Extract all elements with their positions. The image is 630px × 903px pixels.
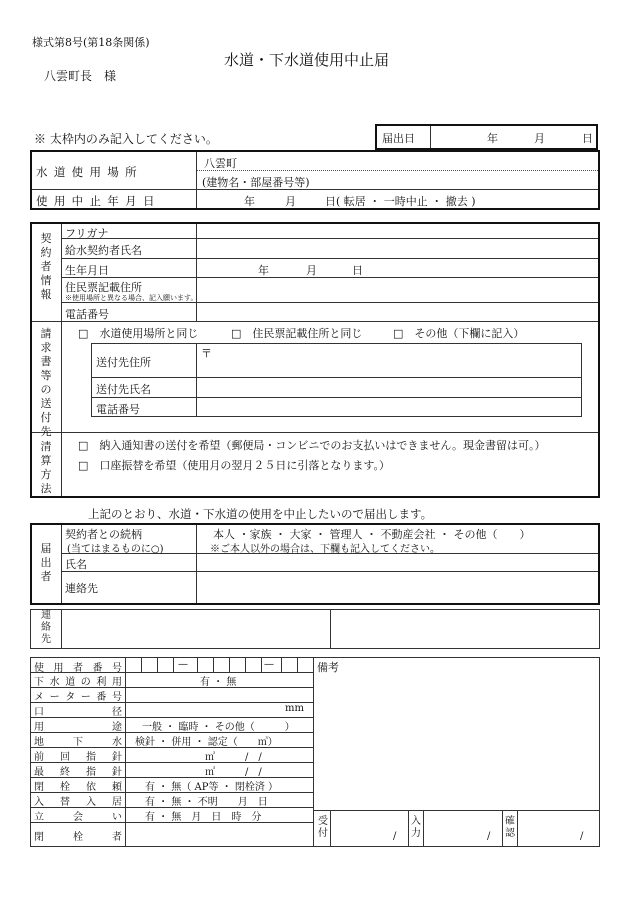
statement-text: 上記のとおり、水道・下水道の使用を中止したいので届出します。 [88,507,433,521]
filer-side-label: 届出者 [40,542,52,583]
usage-location-label: 水道使用場所 [36,165,143,179]
birth-day-label: 日 [352,264,363,277]
confirm-stamp-label: 確認 [505,816,515,839]
contact-box [30,609,600,649]
input-stamp-label: 入力 [411,816,421,839]
filing-year-label: 年 [487,132,498,145]
furigana-label: フリガナ [65,227,109,240]
settlement-option-debit[interactable]: □ 口座振替を希望（使用月の翌月２５日に引落となります。） [78,459,391,472]
contact-side-label: 連絡先 [41,610,51,645]
office-row-label: 使 用 者 番 号 [34,663,122,674]
office-row-value[interactable]: ㎥ / / [205,767,262,778]
billing-phone-label: 電話番号 [96,403,140,416]
contractor-phone-label: 電話番号 [65,308,109,321]
billing-option-same-address[interactable]: □ 住民票記載住所と同じ [231,327,363,340]
address-label: 住民票記載住所 [65,281,142,294]
reception-slash: / [393,831,397,842]
filing-date-label: 届出日 [382,132,415,145]
office-row-label: 口 径 [34,707,122,718]
office-row-value[interactable]: 検針 ・ 併用 ・ 認定（ ㎥） [135,737,278,748]
input-slash: / [487,831,491,842]
stop-date-label: 使用中止年月日 [36,194,161,208]
page-title: 水道・下水道使用中止届 [224,51,390,69]
relation-options[interactable]: 本人 ・家族 ・ 大家 ・ 管理人 ・ 不動産会社 ・ その他（ ） [213,528,531,541]
filing-day-label: 日 [582,132,593,145]
birthdate-label: 生年月日 [65,264,109,277]
stop-month-label: 月 [285,195,296,208]
office-row-label: 閉 栓 者 [34,832,122,843]
filer-contact-label: 連絡先 [65,582,98,595]
relation-note: (当てはまるものに○) [67,544,164,555]
stop-year-label: 年 [244,195,255,208]
office-row-label: 用 途 [34,722,122,733]
remarks-label: 備考 [317,661,339,674]
settlement-option-invoice[interactable]: □ 納入通知書の送付を希望（郵便局・コンビニでのお支払いはできません。現金書留は可。） [78,439,546,452]
office-row-label: メ ー タ ー 番 号 [34,692,122,703]
relation-sub-note: ※ご本人以外の場合は、下欄も記入してください。 [210,544,440,555]
office-row-label: 最 終 指 針 [34,767,122,778]
billing-detail-table [91,343,582,417]
birth-month-label: 月 [306,264,317,277]
settlement-side-label: 清算方法 [40,440,52,495]
office-row-value[interactable]: 有 ・ 無 ・ 不明 月 日 [145,797,268,808]
stop-reason-options[interactable]: 日( 転居 ・ 一時中止 ・ 撤去 ) [325,195,476,208]
usage-location-value[interactable]: 八雲町 [204,157,237,170]
office-row-value[interactable]: 有 ・ 無 月 日 時 分 [145,812,262,823]
addressee: 八雲町長 様 [44,69,117,83]
instruction-note: ※ 太枠内のみ記入してください。 [34,132,218,146]
contractor-side-label: 契約者情報 [40,232,52,301]
billing-name-label: 送付先氏名 [96,383,151,396]
office-row-value[interactable]: 有 ・ 無 [200,677,237,688]
user-number-dash-2: — [264,659,274,670]
billing-option-same-location[interactable]: □ 水道使用場所と同じ [78,327,199,340]
office-row-value[interactable]: mm [285,703,304,714]
building-note: (建物名・部屋番号等) [202,176,310,189]
confirm-slash: / [580,831,584,842]
office-row-value[interactable]: 一般 ・ 臨時 ・ その他（ ） [142,722,295,733]
office-row-value[interactable]: ㎥ / / [205,752,262,763]
contractor-name-label: 給水契約者氏名 [65,244,142,257]
relation-label: 契約者との続柄 [65,528,142,541]
office-row-label: 下 水 道 の 利 用 [34,677,122,688]
billing-side-label: 請求書等の送付先 [40,327,52,438]
office-row-label: 立 会 い [34,812,122,823]
office-row-value[interactable]: 有 ・ 無（ AP等 ・ 閉栓済 ） [145,782,279,793]
address-note: ※使用場所と異なる場合、記入願います。 [65,294,198,302]
filing-month-label: 月 [534,132,545,145]
postal-mark: 〒 [201,347,212,360]
office-row-label: 入 替 入 居 [34,797,122,808]
reception-stamp-label: 受付 [318,816,328,839]
birth-year-label: 年 [258,264,269,277]
office-row-label: 地 下 水 [34,737,122,748]
filer-name-label: 氏名 [65,558,87,571]
office-row-label: 前 回 指 針 [34,752,122,763]
office-row-label: 閉 栓 依 頼 [34,782,122,793]
billing-address-label: 送付先住所 [96,356,151,369]
form-number: 様式第8号(第18条関係) [32,36,150,49]
billing-option-other[interactable]: □ その他（下欄に記入） [393,327,525,340]
user-number-dash-1: — [178,659,188,670]
